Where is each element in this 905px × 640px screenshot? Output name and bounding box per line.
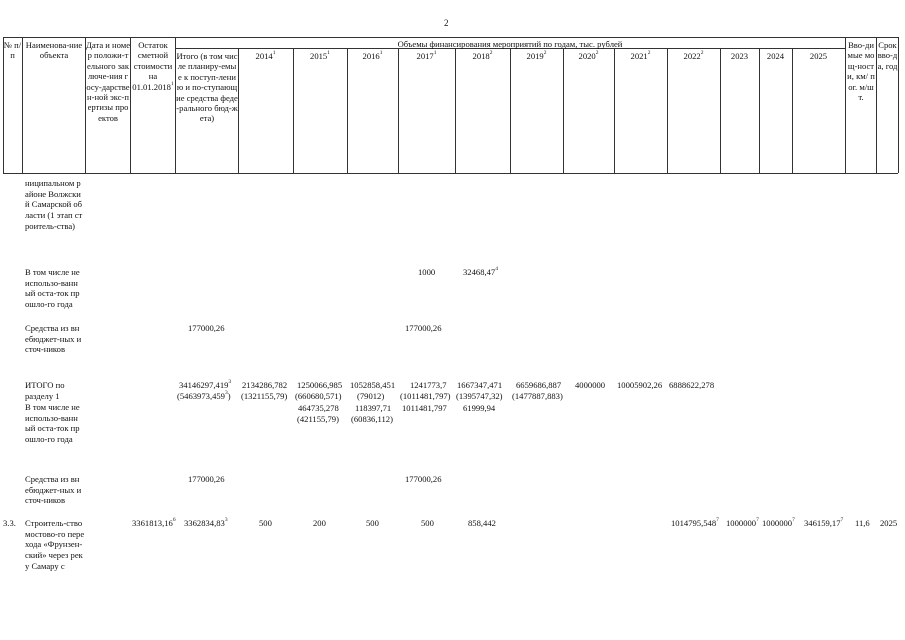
row-itogo-2022: 6888622,278 [669, 380, 715, 390]
row-33-2014: 500 [259, 518, 272, 528]
row-itogo-2018-paren: (1395747,32) [456, 391, 503, 401]
year-label: 2020 [578, 51, 596, 61]
header-col-remain [131, 40, 175, 92]
row-itogo-2021: 10005902,26 [617, 380, 663, 390]
value: 32468,47 [463, 267, 496, 277]
row-33-2023 [726, 518, 759, 529]
row-33-capacity: 11,6 [855, 518, 870, 528]
row-itogo-2018: 1667347,471 [457, 380, 503, 390]
year-sup: 1 [327, 50, 330, 57]
row-itogo-2019-paren: (1477887,883) [512, 391, 563, 401]
row-extra-1-name: Средства из внебюджет-ных источ-ников [25, 323, 82, 355]
row-33-total [184, 518, 228, 529]
year-label: 2017 [416, 51, 434, 61]
header-year-2015 [293, 51, 347, 61]
row-itogo-2016: 1052858,451 [350, 380, 396, 390]
value: 34146297,419 [179, 380, 229, 390]
header-col-capacity: Вво-димые мощ-ности, км/ пог. м/шт. [847, 40, 875, 103]
year-sup: 2 [489, 50, 493, 57]
year-label: 2022 [683, 51, 701, 61]
row-33-2022 [671, 518, 719, 529]
row-itogo-name: ИТОГО по разделу 1 [25, 380, 65, 401]
header-year-2018 [455, 51, 510, 61]
row-itogo-2016-paren: (79012) [357, 391, 385, 401]
row-33-2016: 500 [366, 518, 379, 528]
row-unused-1-2018 [463, 267, 498, 278]
row-itogo-2014: 2134286,782 [242, 380, 288, 390]
row-itogo-2014-paren: (1321155,79) [241, 391, 288, 401]
year-sup: 2 [543, 50, 547, 57]
row-itogo-2019: 6659686,887 [516, 380, 562, 390]
row-33-2024 [762, 518, 795, 529]
header-col-name: Наименова-ние объекта [25, 40, 83, 61]
value: 1000000 [762, 518, 793, 528]
header-year-2021 [614, 51, 667, 61]
row-33-name: Строитель-ство мостово-го перехода «Фрунзен-ский» через реку Самару с [25, 518, 85, 571]
row-itogo-2017-paren: (1011481,797) [400, 391, 451, 401]
year-sup: 2 [700, 50, 704, 57]
row-itogo-2015: 1250066,985 [297, 380, 343, 390]
footnote-sup: 7 [840, 517, 844, 524]
year-label: 2021 [630, 51, 648, 61]
row-33-term: 2025 [880, 518, 898, 528]
row-unused-1-2017: 1000 [418, 267, 436, 277]
row-itogo-2017-b: 1011481,797 [402, 403, 447, 413]
footnote-sup: 7 [756, 517, 759, 524]
row-extra-2-2017: 177000,26 [405, 474, 442, 484]
footnote-sup: 3 [224, 517, 228, 524]
row-extra-1-2017: 177000,26 [405, 323, 442, 333]
value: 3362834,83 [184, 518, 225, 528]
year-label: 2016 [362, 51, 380, 61]
row-extra-1-total: 177000,26 [188, 323, 225, 333]
year-label: 2024 [766, 51, 785, 61]
year-sup: 2 [647, 50, 651, 57]
row-itogo-2015-b-paren: (421155,79) [297, 414, 339, 424]
value: 346159,17 [804, 518, 841, 528]
row-itogo-2020: 4000000 [575, 380, 606, 390]
row-unused-2-name: В том числе неиспользо-ванный оста-ток прошло-го года [25, 402, 80, 445]
year-label: 2018 [472, 51, 490, 61]
header-year-2016 [347, 51, 398, 61]
header-col-date: Дата и номер положи-тельного заключе-ния госу-дарствен-ной экс-пертизы проектов [86, 40, 131, 123]
header-year-2022 [667, 51, 720, 61]
row-itogo-total-paren [177, 391, 231, 402]
row-33-no: 3.3. [3, 518, 16, 528]
row-33-remain [132, 518, 176, 529]
row-itogo-2016-b: 118397,71 [355, 403, 392, 413]
row-33-2017: 500 [421, 518, 434, 528]
row-extra-2-name: Средства из внебюджет-ных источ-ников [25, 474, 82, 506]
header-col-remain-sup: 1 [170, 80, 174, 87]
header-year-2020 [563, 51, 614, 61]
year-label: 2015 [310, 51, 328, 61]
header-col-no: № п/п [3, 40, 22, 61]
value: 3361813,16 [132, 518, 173, 528]
header-year-2025 [792, 51, 845, 61]
header-col-total: Итого (в том числе планиру-емые к поступ-лению и по-ступающие средства феде-рального бюд-жета) [176, 51, 238, 124]
row-33-2015: 200 [313, 518, 326, 528]
year-label: 2019 [526, 51, 544, 61]
footnote-sup: 4 [495, 266, 498, 273]
year-label: 2025 [809, 51, 828, 61]
row-object-cont-name: ниципальном районе Волжский Самарской области (1 этап строитель-ства) [25, 178, 83, 231]
row-itogo-2015-b: 464735,278 [298, 403, 339, 413]
year-sup: 2 [595, 50, 599, 57]
header-col-term: Срок вво-да, год [877, 40, 898, 71]
header-year-2014 [238, 51, 293, 61]
row-33-2018: 858,442 [468, 518, 496, 528]
header-year-2017 [398, 51, 455, 61]
year-sup: 1 [272, 50, 276, 57]
row-itogo-2018-b: 61999,94 [463, 403, 496, 413]
row-itogo-2015-paren: (660680,571) [295, 391, 342, 401]
page-number: 2 [444, 18, 449, 28]
value: 1014795,548 [671, 518, 717, 528]
row-extra-2-total: 177000,26 [188, 474, 225, 484]
row-itogo-2017: 1241773,7 [410, 380, 447, 390]
header-year-2023 [720, 51, 759, 61]
row-unused-1-name: В том числе неиспользо-ванный оста-ток прошло-го года [25, 267, 80, 310]
header-col-remain-text: Остаток сметной стоимости на 01.01.2018 [132, 40, 173, 92]
row-itogo-total [179, 380, 231, 391]
year-sup: 1 [379, 50, 383, 57]
year-label: 2023 [730, 51, 749, 61]
value: (5463973,459 [177, 391, 225, 401]
row-itogo-2016-b-paren: (60836,112) [351, 414, 393, 424]
footnote-sup: 6 [172, 517, 176, 524]
row-33-2025 [804, 518, 843, 529]
header-year-2024 [759, 51, 792, 61]
footnote-sup: 7 [716, 517, 719, 524]
footnote-sup: 7 [792, 517, 795, 524]
header-group-title: Объемы финансирования мероприятий по годам, тыс. рублей [397, 39, 623, 49]
value: 1000000 [726, 518, 757, 528]
year-sup: 1 [433, 50, 437, 57]
footnote-sup: 3 [228, 379, 232, 386]
header-year-2019 [510, 51, 563, 61]
paren-close: ) [227, 391, 231, 401]
year-label: 2014 [255, 51, 273, 61]
footnote-sup: 3 [224, 390, 228, 397]
